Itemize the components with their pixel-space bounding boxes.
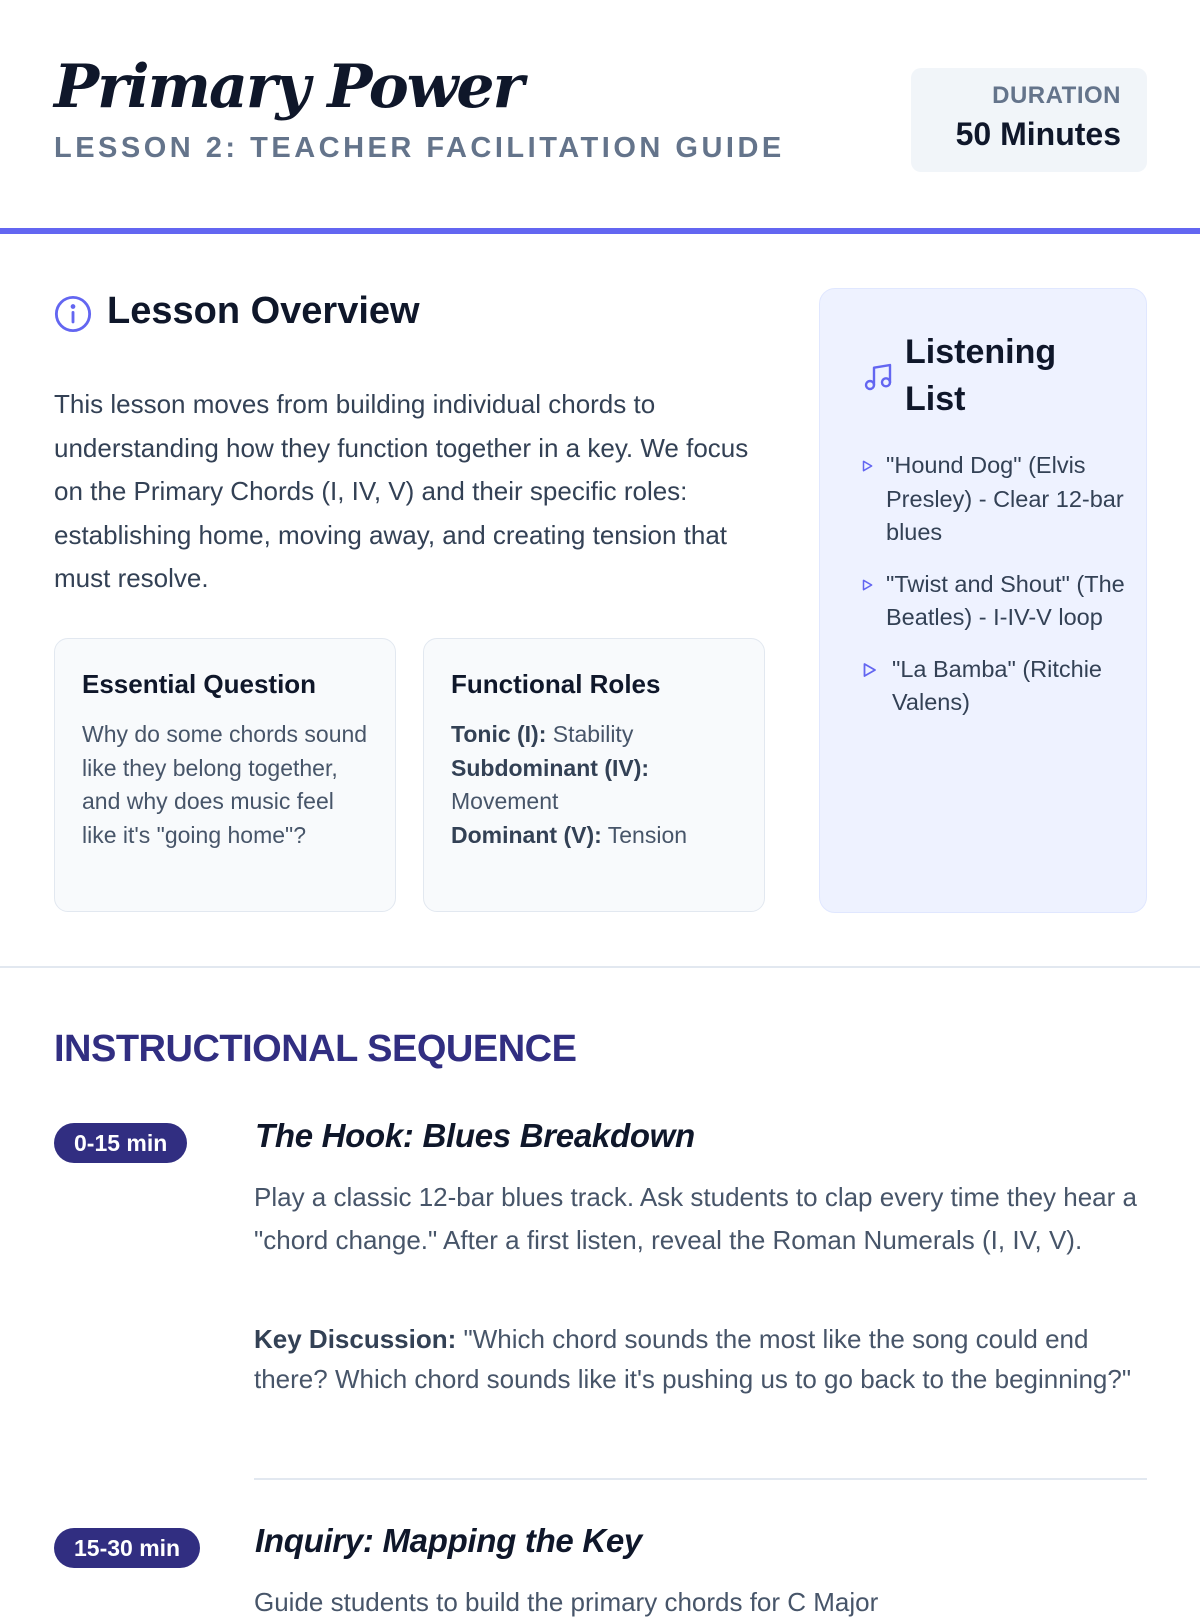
listening-list-card [819, 288, 1147, 913]
page-title: Primary Power [54, 52, 523, 122]
step-text: Guide students to build the primary chords for C Major [254, 1587, 879, 1617]
functional-roles-list [451, 718, 738, 852]
duration-value: 50 Minutes [955, 116, 1121, 152]
info-circle-icon [54, 295, 92, 333]
overview-heading: Lesson Overview [107, 290, 420, 332]
section-divider [0, 966, 1200, 968]
time-badge: 15-30 min [54, 1528, 200, 1568]
music-note-icon [862, 361, 894, 393]
role-value: Movement [451, 788, 559, 814]
page-header [0, 0, 1200, 234]
play-triangle-icon [860, 661, 878, 679]
play-triangle-icon [860, 578, 874, 592]
role-label: Subdominant (IV): [451, 754, 650, 781]
key-discussion [254, 1319, 1149, 1399]
functional-roles-card [423, 638, 765, 912]
list-item [860, 449, 1130, 550]
list-item [860, 568, 1130, 635]
role-line [451, 718, 738, 752]
page-subtitle: LESSON 2: TEACHER FACILITATION GUIDE [54, 132, 785, 164]
discussion-text: "Which chord sounds the most like the song could end there? Which chord sounds like it's pushing us to go back to the beginning?" [254, 1324, 1132, 1394]
listening-list-heading: Listening List [905, 333, 1057, 418]
essential-question-card [54, 638, 396, 912]
play-triangle-icon [860, 459, 874, 473]
essential-question-text: Why do some chords sound like they belong together, and why does music feel like it's "going home"? [82, 721, 368, 848]
step-divider [254, 1478, 1147, 1480]
discussion-label: Key Discussion: [254, 1324, 457, 1354]
role-label: Dominant (V): [451, 821, 602, 848]
role-value: Stability [552, 721, 634, 747]
essential-question-title: Essential Question [82, 669, 317, 699]
list-item [860, 653, 1130, 720]
step-text: Play a classic 12-bar blues track. Ask students to clap every time they hear a "chord change." After a first listen, reveal the Roman Numerals (I, IV, V). [254, 1182, 1137, 1255]
sequence-heading: INSTRUCTIONAL SEQUENCE [54, 1028, 577, 1070]
listening-item-text: "Twist and Shout" (The Beatles) - I-IV-V loop [886, 570, 1125, 630]
listening-item-text: "Hound Dog" (Elvis Presley) - Clear 12-bar blues [886, 452, 1124, 545]
listening-item-text: "La Bamba" (Ritchie Valens) [892, 655, 1102, 715]
duration-label: DURATION [992, 82, 1121, 109]
overview-text: This lesson moves from building individual chords to understanding how they function together in a key. We focus on the Primary Chords (I, IV, V) and their specific roles: establishing home, moving away, and creating tension that must resolve. [54, 389, 749, 593]
role-line [451, 752, 738, 819]
listening-list [860, 449, 1130, 738]
time-badge: 0-15 min [54, 1123, 187, 1163]
functional-roles-title: Functional Roles [451, 669, 661, 699]
role-line [451, 819, 738, 853]
step-title: The Hook: Blues Breakdown [255, 1117, 695, 1154]
step-title: Inquiry: Mapping the Key [255, 1522, 642, 1559]
role-value: Tension [607, 821, 688, 848]
role-label: Tonic (I): [451, 721, 547, 747]
duration-card [911, 68, 1147, 172]
